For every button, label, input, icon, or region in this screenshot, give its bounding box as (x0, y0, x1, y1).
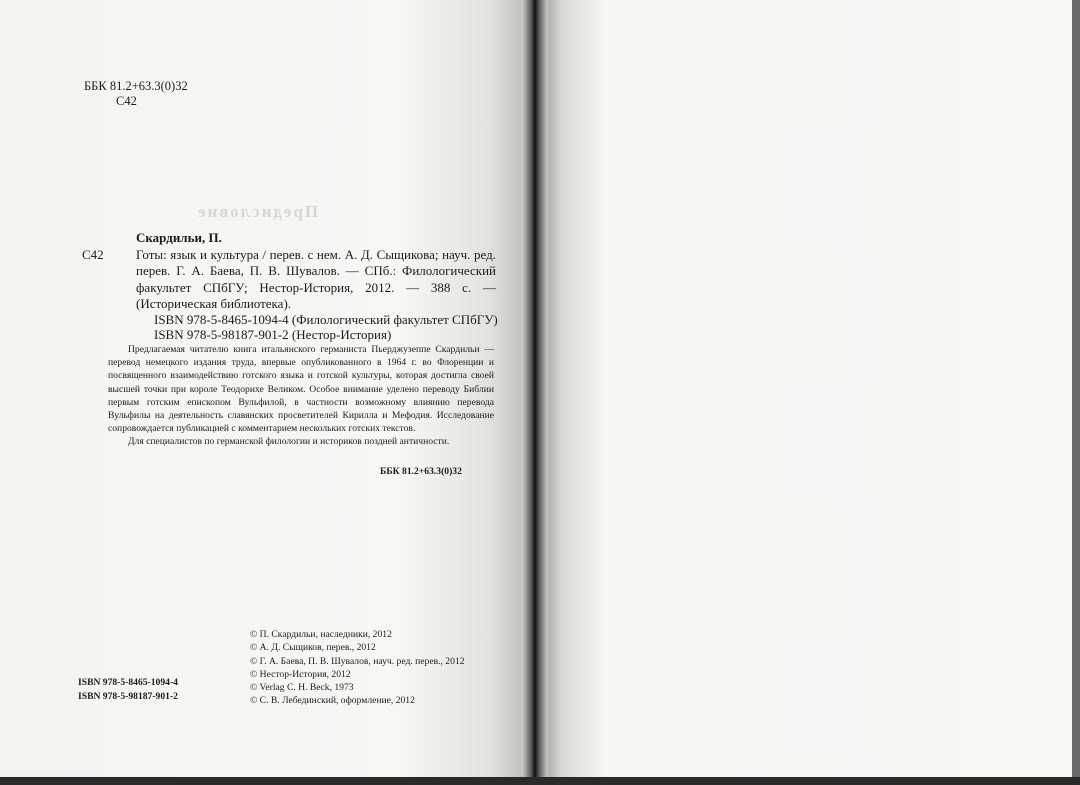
copyright-block (250, 628, 465, 708)
right-page (540, 0, 1080, 785)
copyright-line: © С. В. Лебединский, оформление, 2012 (250, 695, 415, 707)
catalog-description (136, 247, 496, 312)
bbk-index-top: ББК 81.2+63.3(0)32 (84, 79, 188, 93)
isbn-bottom-block (78, 676, 178, 703)
copyright-line: © П. Скардильи, наследники, 2012 (250, 629, 392, 640)
isbn-bottom-line: ISBN 978-5-8465-1094-4 (78, 677, 178, 688)
scan-edge-bottom (0, 777, 1080, 785)
catalog-author: Скардильи, П. (136, 230, 222, 245)
show-through-heading: Предисловие (196, 202, 319, 221)
book-spine (522, 0, 548, 785)
isbn-block (154, 312, 498, 342)
author-code-mid: С42 (82, 247, 104, 262)
isbn-line: ISBN 978-5-98187-901-2 (Нестор-История) (154, 327, 392, 342)
author-code-top: С42 (116, 94, 137, 108)
isbn-bottom-line: ISBN 978-5-98187-901-2 (78, 690, 178, 702)
annotation (108, 343, 494, 449)
annotation-paragraph: Предлагаемая читателю книга итальянского германиста Пьерджузеппе Скардильи — перевод немецкого издания труда, впервые опубликованного в 1964 г. во Флоренции и посвященного взаимодействию готского языка и готской культуры, которая достигла своей высшей точки при короле Теодорихе Великом. Особое внимание уделено переводу Библии первым готским епископом Вульфилой, в частности возможному влиянию перевода Вульфилы на деятельность славянских просветителей Кирилла и Мефодия. Исследование сопровождается публикацией с комментарием нескольких готских текстов. (108, 344, 494, 435)
copyright-line: © Verlag C. H. Beck, 1973 (250, 682, 354, 694)
left-page (0, 0, 532, 785)
annotation-paragraph: Для специалистов по германской филологии и историков поздней античности. (128, 436, 450, 448)
description-text: Готы: язык и культура / перев. с нем. А. Д. Сыщикова; науч. ред. перев. Г. А. Баева, П. В. Шувалов. — СПб.: Филологический факультет СПбГУ; Нестор-История, 2012. — 388 с. — (Историческая библиотека). (136, 247, 496, 311)
copyright-line: © Нестор-История, 2012 (250, 668, 351, 680)
scan-edge-right (1072, 0, 1080, 785)
copyright-line: © Г. А. Баева, П. В. Шувалов, науч. ред. перев., 2012 (250, 655, 465, 667)
copyright-line: © А. Д. Сыщиков, перев., 2012 (250, 642, 376, 654)
isbn-line: ISBN 978-5-8465-1094-4 (Филологический факультет СПбГУ) (154, 312, 498, 327)
bbk-index-bottom: ББК 81.2+63.3(0)32 (380, 466, 462, 477)
